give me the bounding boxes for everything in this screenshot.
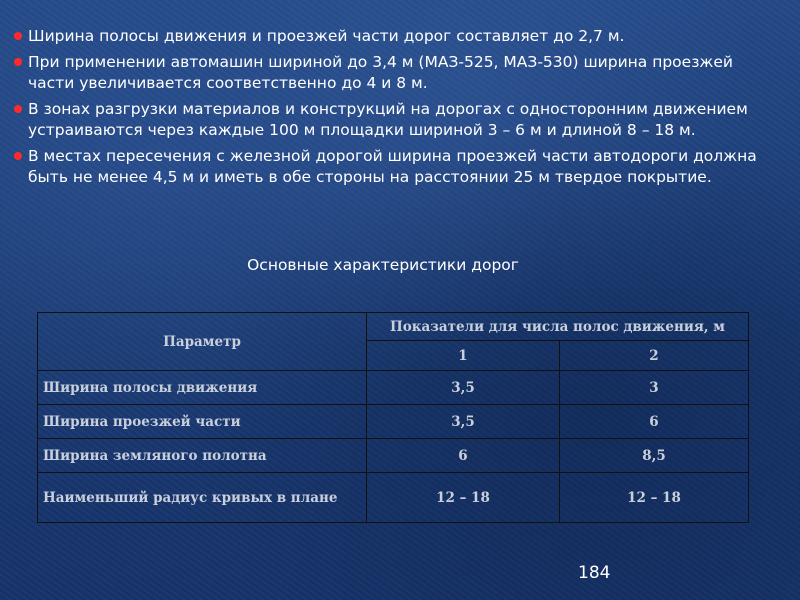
table-caption: Основные характеристики дорог: [247, 256, 519, 274]
bullet-dot-icon: [14, 152, 22, 160]
bullet-item: [14, 146, 784, 188]
bullet-dot-icon: [14, 105, 22, 113]
header-lane-1: 1: [367, 341, 560, 371]
bullet-dot-icon: [14, 32, 22, 40]
table-header-row: [38, 313, 749, 341]
page-number: 184: [578, 563, 611, 583]
table-row: [38, 473, 749, 523]
bullet-item: [14, 52, 784, 94]
row-value-1: 12 – 18: [367, 473, 560, 523]
header-param: Параметр: [38, 313, 367, 371]
header-lane-2: 2: [560, 341, 749, 371]
row-param: Ширина полосы движения: [38, 371, 367, 405]
row-param: Ширина земляного полотна: [38, 439, 367, 473]
row-value-2: 6: [560, 405, 749, 439]
row-value-1: 3,5: [367, 371, 560, 405]
bullet-text: При применении автомашин шириной до 3,4 м (МАЗ-525, МАЗ-530) ширина проезжей части увеличивается соответственно до 4 и 8 м.: [28, 53, 734, 92]
road-specs-table: [37, 312, 749, 523]
table-row: [38, 371, 749, 405]
bullet-item: [14, 99, 784, 141]
row-value-2: 8,5: [560, 439, 749, 473]
row-value-2: 3: [560, 371, 749, 405]
table-row: [38, 405, 749, 439]
table-row: [38, 439, 749, 473]
row-param: Наименьший радиус кривых в плане: [38, 473, 367, 523]
row-value-1: 6: [367, 439, 560, 473]
row-value-2: 12 – 18: [560, 473, 749, 523]
row-value-1: 3,5: [367, 405, 560, 439]
bullet-item: [14, 26, 784, 47]
header-lane-group: Показатели для числа полос движения, м: [367, 313, 749, 341]
bullet-text: Ширина полосы движения и проезжей части дорог составляет до 2,7 м.: [28, 27, 625, 45]
bullet-text: В местах пересечения с железной дорогой ширина проезжей части автодороги должна быть не менее 4,5 м и иметь в обе стороны на расстоянии 25 м твердое покрытие.: [28, 147, 757, 186]
bullet-text: В зонах разгрузки материалов и конструкций на дорогах с односторонним движением устраиваются через каждые 100 м площадки шириной 3 – 6 м и длиной 8 – 18 м.: [28, 100, 748, 139]
bullet-dot-icon: [14, 58, 22, 66]
row-param: Ширина проезжей части: [38, 405, 367, 439]
bullet-list: [14, 26, 784, 193]
